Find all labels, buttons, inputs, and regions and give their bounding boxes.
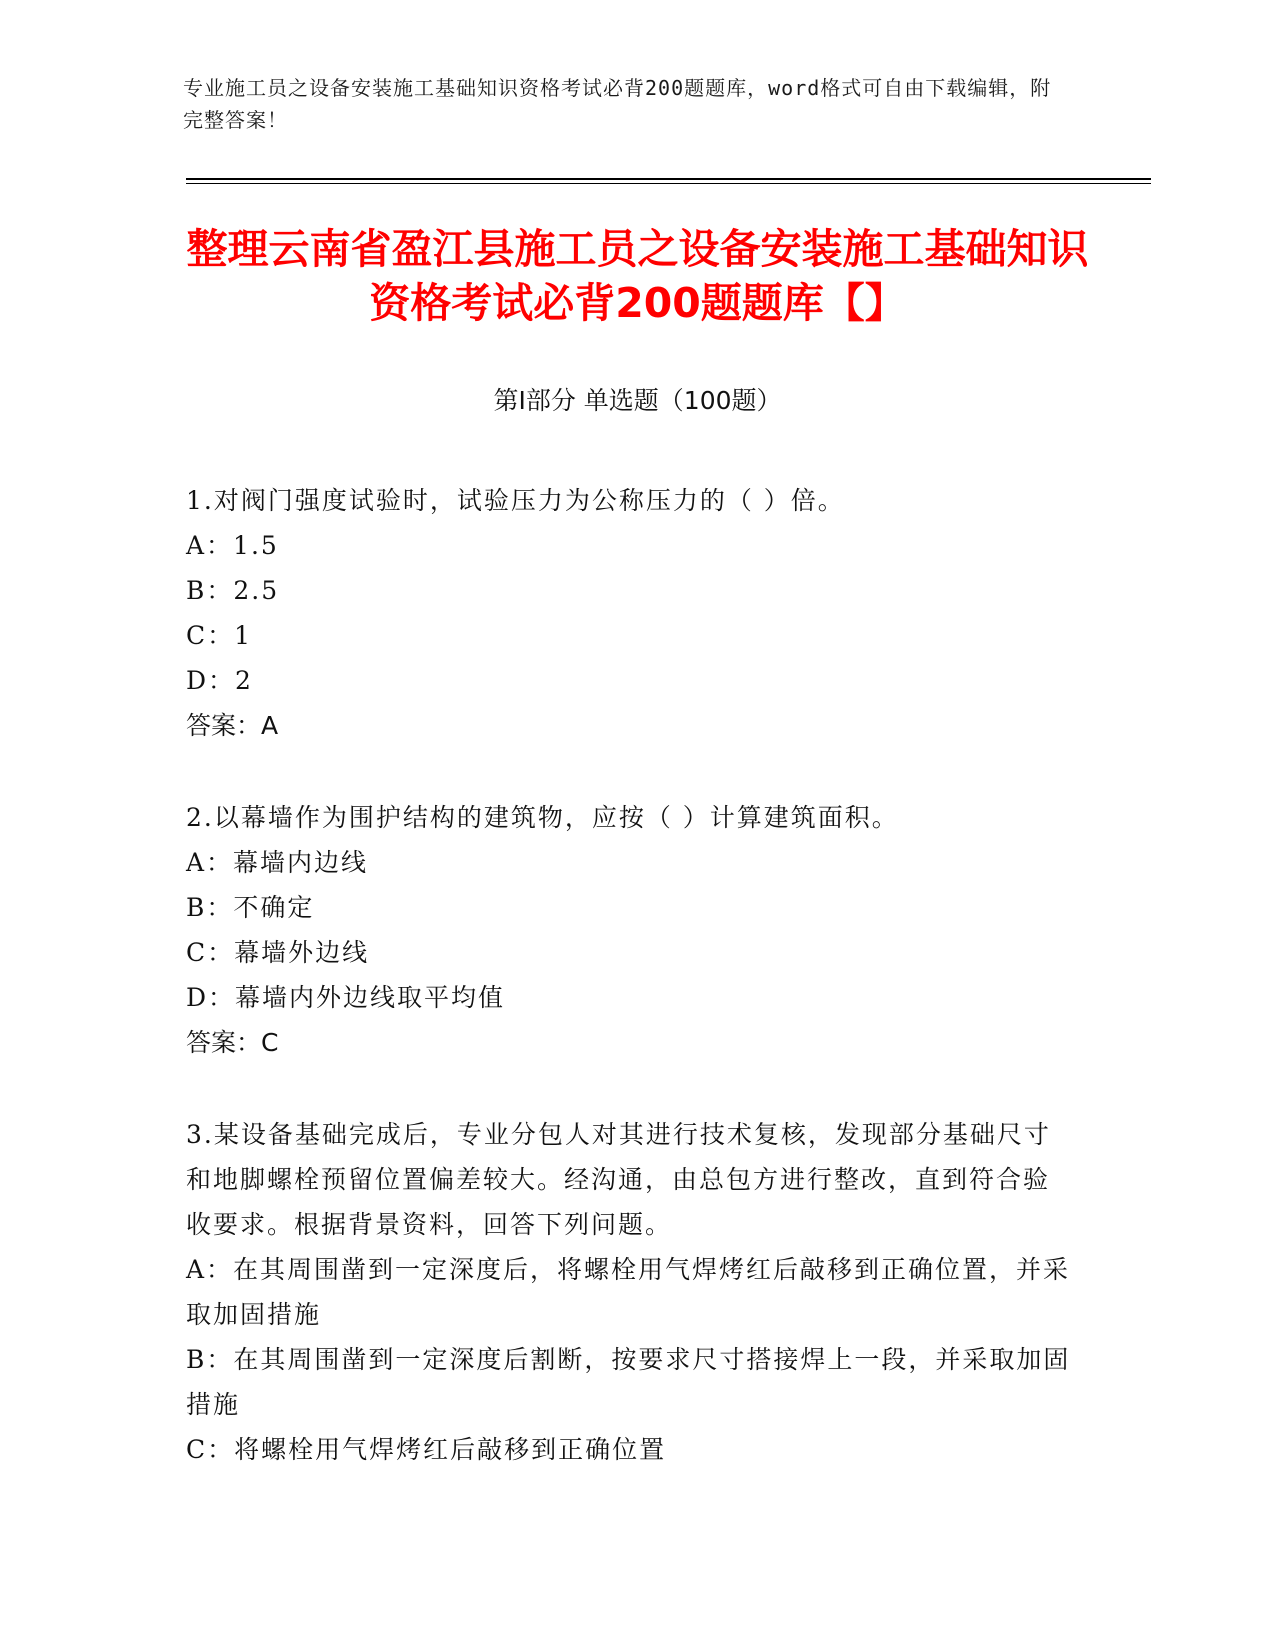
question-list bbox=[186, 478, 1076, 1519]
section-title: 第Ⅰ部分 单选题（100题） bbox=[493, 386, 782, 415]
option-b: B：在其周围凿到一定深度后割断，按要求尺寸搭接焊上一段，并采取加固措施 bbox=[186, 1345, 1071, 1419]
option-d: D：2 bbox=[186, 666, 253, 695]
question-3 bbox=[186, 1112, 1076, 1472]
answer: 答案：C bbox=[186, 1028, 279, 1057]
option-a: A：幕墙内边线 bbox=[186, 848, 369, 877]
document-title: 整理云南省盈江县施工员之设备安装施工基础知识资格考试必背200题题库【】 bbox=[186, 225, 1089, 327]
answer: 答案：A bbox=[186, 711, 279, 740]
option-c: C：1 bbox=[186, 621, 253, 650]
header-divider-thin bbox=[186, 183, 1151, 184]
option-b: B：2.5 bbox=[186, 576, 280, 605]
question-stem: 1.对阀门强度试验时，试验压力为公称压力的（ ）倍。 bbox=[186, 486, 845, 515]
question-stem: 2.以幕墙作为围护结构的建筑物，应按（ ）计算建筑面积。 bbox=[186, 803, 899, 832]
header-note: 专业施工员之设备安装施工基础知识资格考试必背200题题库，word格式可自由下载编辑，附完整答案！ bbox=[183, 76, 1052, 132]
question-stem: 3.某设备基础完成后，专业分包人对其进行技术复核，发现部分基础尺寸和地脚螺栓预留位置偏差较大。经沟通，由总包方进行整改，直到符合验收要求。根据背景资料，回答下列问题。 bbox=[186, 1120, 1051, 1239]
question-2 bbox=[186, 795, 1076, 1065]
option-c: C：幕墙外边线 bbox=[186, 938, 370, 967]
option-c: C：将螺栓用气焊烤红后敲移到正确位置 bbox=[186, 1435, 667, 1464]
option-a: A：在其周围凿到一定深度后，将螺栓用气焊烤红后敲移到正确位置，并采取加固措施 bbox=[186, 1255, 1071, 1329]
option-d: D：幕墙内外边线取平均值 bbox=[186, 983, 506, 1012]
option-a: A：1.5 bbox=[186, 531, 279, 560]
header-divider bbox=[186, 178, 1151, 180]
question-1 bbox=[186, 478, 1076, 748]
option-b: B：不确定 bbox=[186, 893, 315, 922]
